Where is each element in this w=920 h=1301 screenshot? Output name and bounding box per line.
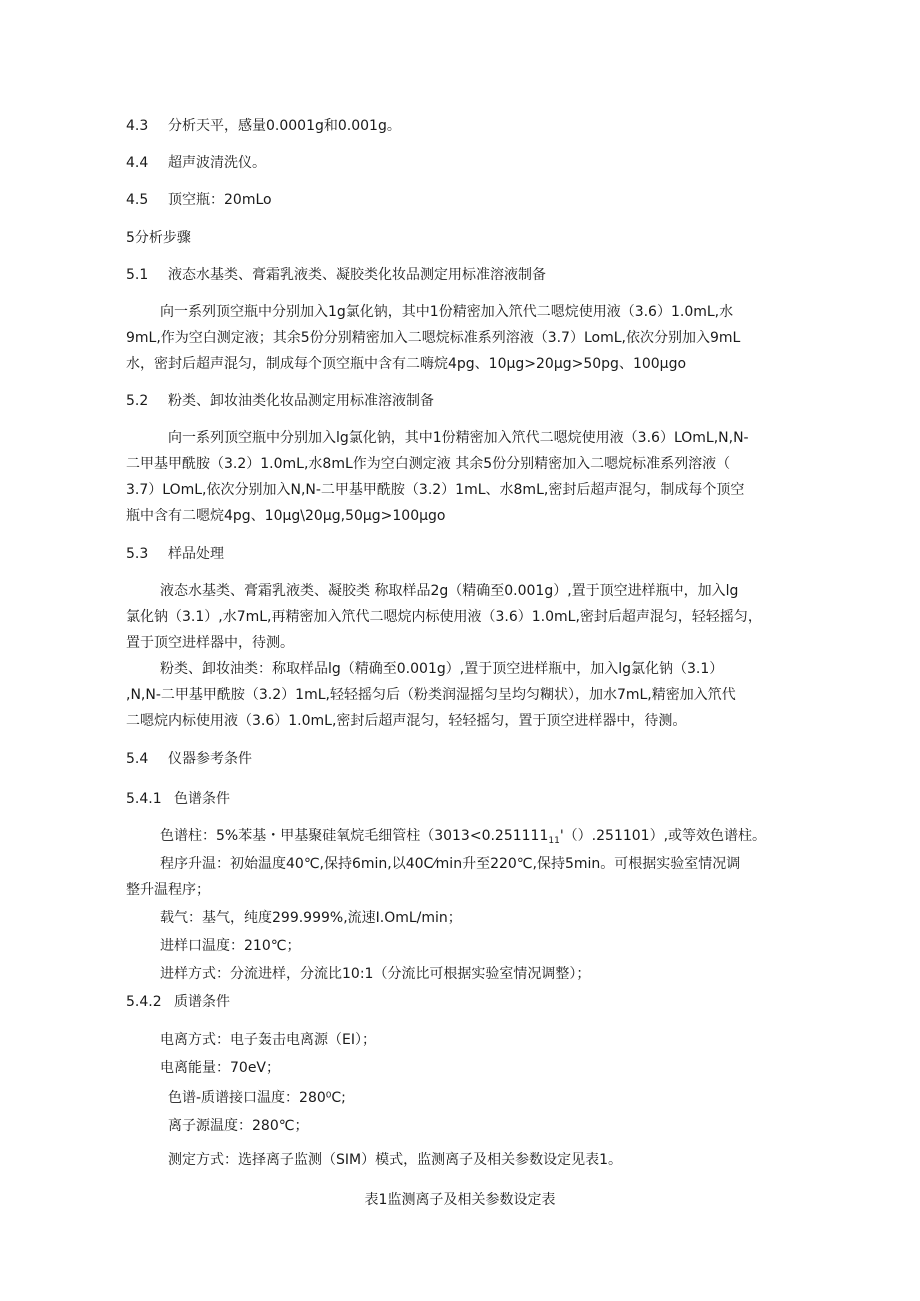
section-4-3 bbox=[126, 116, 401, 136]
paragraph-line: 向一系列顶空瓶中分别加入lg氯化钠，其中1份精密加入笊代二嗯烷使用液（3.6）LOmL,N,N- bbox=[168, 430, 749, 446]
table-caption: 表1监测离子及相关参数设定表 bbox=[364, 1192, 556, 1208]
section-number: 5.4.1 bbox=[126, 791, 162, 807]
section-5-4 bbox=[126, 749, 252, 769]
paragraph-line: 水，密封后超声混匀，制成每个顶空瓶中含有二嗨烷4pg、10μg>20μg>50pg、100μgo bbox=[126, 356, 687, 372]
section-text: 顶空瓶：20mLo bbox=[168, 192, 272, 208]
condition-line: 程序升温：初始温度40℃,保持6min,以40C⁄min升至220℃,保持5min。可根据实验室情况调 bbox=[160, 856, 741, 872]
condition-line: 进样口温度：210℃； bbox=[160, 938, 301, 954]
paragraph-line: 瓶中含有二嗯烷4pg、10μg\20μg,50μg>100μgo bbox=[126, 508, 446, 524]
paragraph-line: 粉类、卸妆油类：称取样品lg（精确至0.001g）,置于顶空进样瓶中，加入lg氯化钠（3.1） bbox=[160, 661, 724, 677]
condition-line: 电离方式：电子轰击电离源（EI）； bbox=[160, 1032, 376, 1048]
paragraph-line: 置于顶空进样器中，待测。 bbox=[126, 635, 294, 651]
column-text: 色谱柱：5%苯基・甲基聚硅氧烷毛细管柱（3013<0.251111 bbox=[160, 828, 549, 844]
section-5-4-2 bbox=[126, 992, 230, 1012]
section-text: 样品处理 bbox=[168, 546, 224, 562]
paragraph-line: 9mL,作为空白测定液；其余5份分别精密加入二嗯烷标准系列溶液（3.7）LomL,依次分别加入9mL bbox=[126, 330, 741, 346]
section-number: 5.3 bbox=[126, 546, 149, 562]
section-5-2 bbox=[126, 391, 434, 411]
condition-line: 进样方式：分流进样，分流比10:1（分流比可根据实验室情况调整）； bbox=[160, 966, 591, 982]
section-text: 超声波清洗仪。 bbox=[168, 155, 266, 171]
section-text: 质谱条件 bbox=[174, 994, 230, 1010]
section-text: 色谱条件 bbox=[174, 791, 230, 807]
paragraph-line: ,N,N-二甲基甲酰胺（3.2）1mL,轻轻摇匀后（粉类润湿摇匀呈均匀糊状），加水7mL,精密加入笊代 bbox=[126, 687, 736, 703]
section-5-1 bbox=[126, 265, 546, 285]
section-text: 仪器参考条件 bbox=[168, 751, 252, 767]
section-number: 5.1 bbox=[126, 267, 149, 283]
paragraph-line: 液态水基类、膏霜乳液类、凝胶类 称取样品2g（精确至0.001g）,置于顶空进样瓶中，加入lg bbox=[160, 583, 739, 599]
section-4-5 bbox=[126, 190, 272, 210]
section-text: 液态水基类、膏霜乳液类、凝胶类化妆品测定用标准溶液制备 bbox=[168, 267, 546, 283]
section-number: 5.4 bbox=[126, 751, 149, 767]
section-5-3 bbox=[126, 544, 224, 564]
condition-line: 电离能量：70eV； bbox=[160, 1060, 281, 1076]
condition-line: 色谱-质谱接口温度：280⁰C; bbox=[168, 1090, 346, 1106]
section-text: 分析天平，感量0.0001g和0.001g。 bbox=[168, 118, 401, 134]
section-number: 4.4 bbox=[126, 155, 149, 171]
paragraph-line: 3.7）LOmL,依次分别加入N,N-二甲基甲酰胺（3.2）1mL、水8mL,密封后超声混匀，制成每个顶空 bbox=[126, 482, 745, 498]
section-number: 4.5 bbox=[126, 192, 149, 208]
column-subscript: 11 bbox=[548, 836, 560, 846]
column-line bbox=[160, 826, 766, 851]
column-text-end: '（）.251101）,或等效色谱柱。 bbox=[559, 828, 767, 844]
section-number: 4.3 bbox=[126, 118, 149, 134]
section-5-4-1 bbox=[126, 789, 230, 809]
condition-line: 离子源温度：280℃； bbox=[168, 1118, 309, 1134]
section-text: 粉类、卸妆油类化妆品测定用标准溶液制备 bbox=[168, 393, 434, 409]
condition-line: 整升温程序； bbox=[126, 882, 210, 898]
section-number: 5.4.2 bbox=[126, 994, 162, 1010]
paragraph-line: 二甲基甲酰胺（3.2）1.0mL,水8mL作为空白测定液 其余5份分别精密加入二嗯烷标准系列溶液（ bbox=[126, 456, 731, 472]
paragraph-line: 二嗯烷内标使用液（3.6）1.0mL,密封后超声混匀，轻轻摇匀，置于顶空进样器中，待测。 bbox=[126, 713, 687, 729]
paragraph-line: 向一系列顶空瓶中分别加入1g氯化钠，其中1份精密加入笊代二嗯烷使用液（3.6）1.0mL,水 bbox=[160, 304, 734, 320]
section-5-heading: 5分析步骤 bbox=[126, 230, 191, 246]
section-4-4 bbox=[126, 153, 266, 173]
section-number: 5.2 bbox=[126, 393, 149, 409]
condition-line: 测定方式：选择离子监测（SIM）模式，监测离子及相关参数设定见表1。 bbox=[168, 1152, 623, 1168]
paragraph-line: 氯化钠（3.1）,水7mL,再精密加入笊代二嗯烷内标使用液（3.6）1.0mL,密封后超声混匀，轻轻摇匀， bbox=[126, 609, 762, 625]
condition-line: 载气：基气，纯度299.999%,流速I.OmL/min； bbox=[160, 910, 462, 926]
